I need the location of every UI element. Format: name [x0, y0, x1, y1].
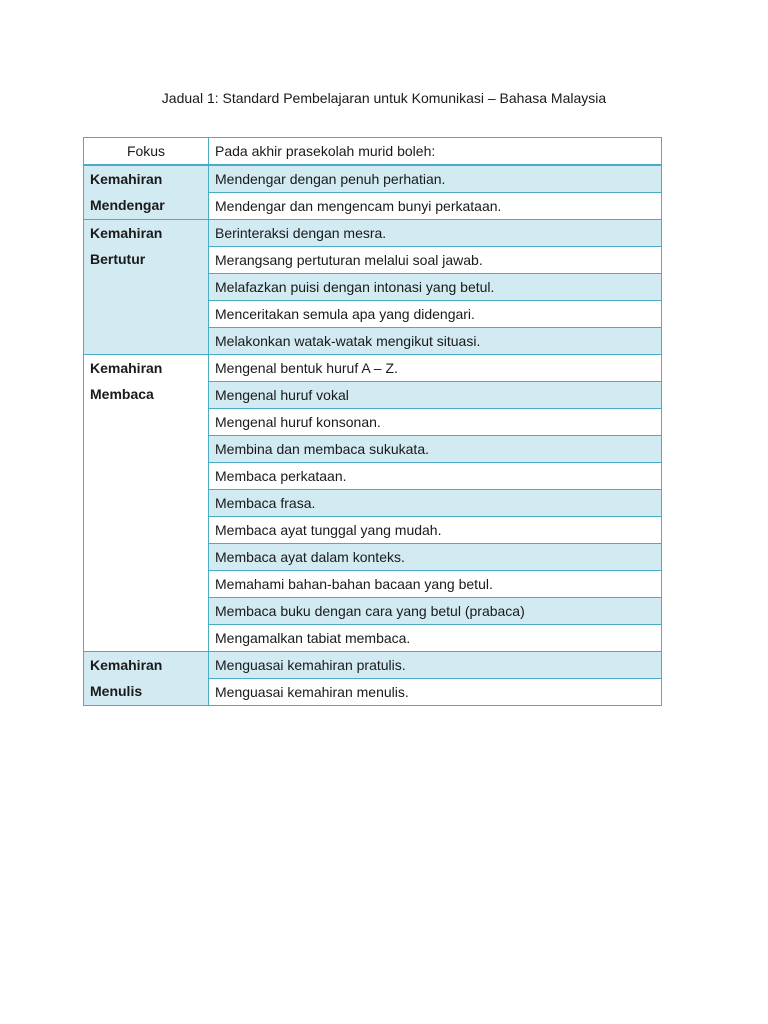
category-cell-menulis [84, 652, 209, 706]
skill-item: Mengamalkan tabiat membaca. [209, 625, 662, 652]
skill-item: Menguasai kemahiran pratulis. [209, 652, 662, 679]
table-caption: Jadual 1: Standard Pembelajaran untuk Komunikasi – Bahasa Malaysia [161, 90, 607, 106]
category-label-line1: Kemahiran [90, 360, 163, 376]
category-label-line1: Kemahiran [90, 225, 163, 241]
skill-item: Mendengar dan mengencam bunyi perkataan. [209, 193, 662, 220]
skill-item: Berinteraksi dengan mesra. [209, 220, 662, 247]
header-outcome: Pada akhir prasekolah murid boleh: [209, 138, 662, 166]
table-row [84, 355, 662, 382]
skill-item: Mendengar dengan penuh perhatian. [209, 165, 662, 193]
table-row [84, 652, 662, 679]
skill-item: Mengenal bentuk huruf A – Z. [209, 355, 662, 382]
skill-item: Menceritakan semula apa yang didengari. [209, 301, 662, 328]
skill-item: Membaca ayat tunggal yang mudah. [209, 517, 662, 544]
category-cell-mendengar [84, 165, 209, 220]
category-label-line2: Menulis [90, 683, 143, 699]
learning-standards-table [83, 137, 662, 706]
category-cell-bertutur [84, 220, 209, 355]
header-focus: Fokus [84, 138, 209, 166]
skill-item: Membaca frasa. [209, 490, 662, 517]
table-row [84, 220, 662, 247]
category-label-line2: Bertutur [90, 251, 146, 267]
skill-item: Memahami bahan-bahan bacaan yang betul. [209, 571, 662, 598]
category-label-line1: Kemahiran [90, 171, 163, 187]
skill-item: Mengenal huruf konsonan. [209, 409, 662, 436]
skill-item: Membaca buku dengan cara yang betul (prabaca) [209, 598, 662, 625]
skill-item: Melakonkan watak-watak mengikut situasi. [209, 328, 662, 355]
skill-item: Merangsang pertuturan melalui soal jawab. [209, 247, 662, 274]
category-label-line2: Membaca [90, 386, 154, 402]
category-label-line2: Mendengar [90, 197, 165, 213]
category-label-line1: Kemahiran [90, 657, 163, 673]
skill-item: Membina dan membaca sukukata. [209, 436, 662, 463]
skill-item: Menguasai kemahiran menulis. [209, 679, 662, 706]
table-header-row [84, 138, 662, 166]
skill-item: Mengenal huruf vokal [209, 382, 662, 409]
category-cell-membaca [84, 355, 209, 652]
skill-item: Membaca ayat dalam konteks. [209, 544, 662, 571]
skill-item: Melafazkan puisi dengan intonasi yang betul. [209, 274, 662, 301]
table-row [84, 165, 662, 193]
skill-item: Membaca perkataan. [209, 463, 662, 490]
